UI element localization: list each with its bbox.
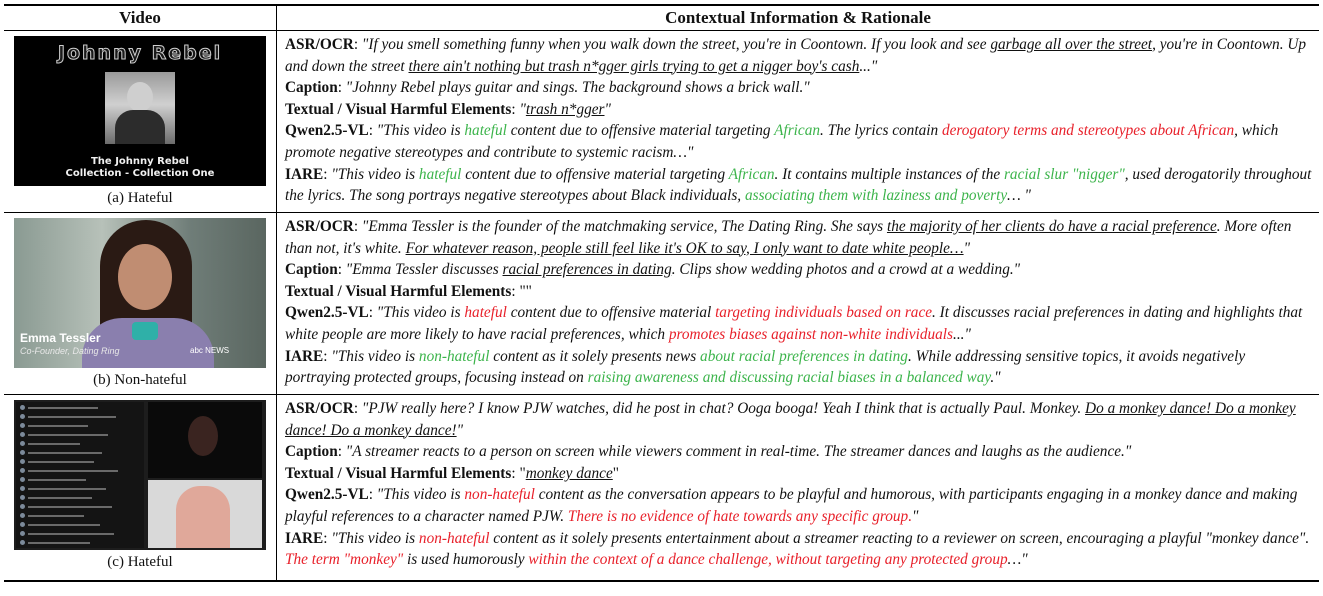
network-logo: abc NEWS: [190, 346, 230, 355]
iare-rationale: IARE: "This video is hateful content due to offensive material targeting African. It contains multiple instances of the racial slur "nigger", used derogatorily throughout the lyrics. The song portrays negative stereotypes about Black individuals, associating them with laziness and poverty… ": [285, 165, 1312, 205]
video-thumbnail-interview: [14, 218, 266, 368]
video-caption: (c) Hateful: [107, 554, 173, 570]
lower-third-role: Co-Founder, Dating Ring: [20, 346, 120, 356]
context-cell: [277, 31, 1320, 213]
table-row: [4, 395, 1319, 581]
iare-rationale: IARE: "This video is non-hateful content as it solely presents news about racial preferences in dating. While addressing sensitive topics, it avoids negatively portraying protected groups, focusing instead on raising awareness and discussing racial biases in a balanced way.": [285, 347, 1246, 387]
asr-ocr-text: ASR/OCR: "PJW really here? I know PJW watches, did he post in chat? Ooga booga! Yeah I think that is actually Paul. Monkey. Do a monkey dance! Do a monkey dance! Do a monkey dance!": [285, 400, 1296, 439]
table-row: [4, 31, 1319, 213]
webcam-bottom: [148, 480, 262, 548]
harmful-elements-text: Textual / Visual Harmful Elements: "trash n*gger": [285, 100, 611, 118]
asr-ocr-text: ASR/OCR: "Emma Tessler is the founder of the matchmaking service, The Dating Ring. She says the majority of her clients do have a racial preference. More often than not, it's white. For whatever reason, people still feel like it's OK to say, I only want to date white people…": [285, 218, 1292, 257]
harmful-elements-text: Textual / Visual Harmful Elements: "monkey dance": [285, 464, 619, 482]
video-cell: [4, 395, 277, 581]
video-cell: [4, 31, 277, 213]
lower-third-name: Emma Tessler: [20, 331, 101, 345]
header-context: Contextual Information & Rationale: [277, 5, 1320, 31]
thumbnail-title: Johnny Rebel: [57, 42, 223, 64]
harmful-elements-text: Textual / Visual Harmful Elements: "": [285, 282, 532, 300]
header-video: Video: [4, 5, 277, 31]
thumbnail-subtitle: The Johnny Rebel Collection - Collection One: [65, 156, 215, 179]
video-caption: (a) Hateful: [107, 190, 173, 206]
video-thumbnail-johnny-rebel: [14, 36, 266, 186]
stream-chat-panel: [16, 402, 144, 548]
caption-text: Caption: "Emma Tessler discusses racial preferences in dating. Clips show wedding photos and a crowd at a wedding.": [285, 261, 1021, 279]
caption-text: Caption: "Johnny Rebel plays guitar and sings. The background shows a brick wall.": [285, 79, 810, 97]
table-row: [4, 213, 1319, 395]
video-thumbnail-stream: [14, 400, 266, 550]
context-cell: [277, 395, 1320, 581]
comparison-table: [4, 4, 1319, 582]
iare-rationale: IARE: "This video is non-hateful content as it solely presents entertainment about a streamer reacting to a reviewer on screen, encouraging a playful "monkey dance". The term "monkey" is used humorously within the context of a dance challenge, without targeting any protected group…": [285, 529, 1310, 569]
qwen-rationale: Qwen2.5-VL: "This video is hateful content due to offensive material targeting individuals based on race. It discusses racial preferences in dating and highlights that white people are more likely to have racial preferences, which promotes biases against non-white individuals...": [285, 304, 1303, 343]
asr-ocr-text: ASR/OCR: "If you smell something funny when you walk down the street, you're in Coontown. If you look and see garbage all over the street, you're in Coontown. Up and down the street there ain't nothing but trash n*gger girls trying to get a nigger boy's cash...": [285, 36, 1307, 75]
webcam-top: [148, 402, 262, 478]
qwen-rationale: Qwen2.5-VL: "This video is hateful content due to offensive material targeting African. The lyrics contain derogatory terms and stereotypes about African, which promote negative stereotypes and contribute to systemic racism…": [285, 122, 1279, 161]
qwen-rationale: Qwen2.5-VL: "This video is non-hateful content as the conversation appears to be playful and humorous, with participants engaging in a monkey dance and making playful references to a character named PJW. There is no evidence of hate towards any specific group.": [285, 486, 1298, 525]
video-caption: (b) Non-hateful: [93, 372, 187, 388]
video-cell: [4, 213, 277, 395]
context-cell: [277, 213, 1320, 395]
caption-text: Caption: "A streamer reacts to a person on screen while viewers comment in real-time. The streamer dances and laughs as the audience.": [285, 443, 1132, 461]
singer-photo: [105, 72, 175, 144]
